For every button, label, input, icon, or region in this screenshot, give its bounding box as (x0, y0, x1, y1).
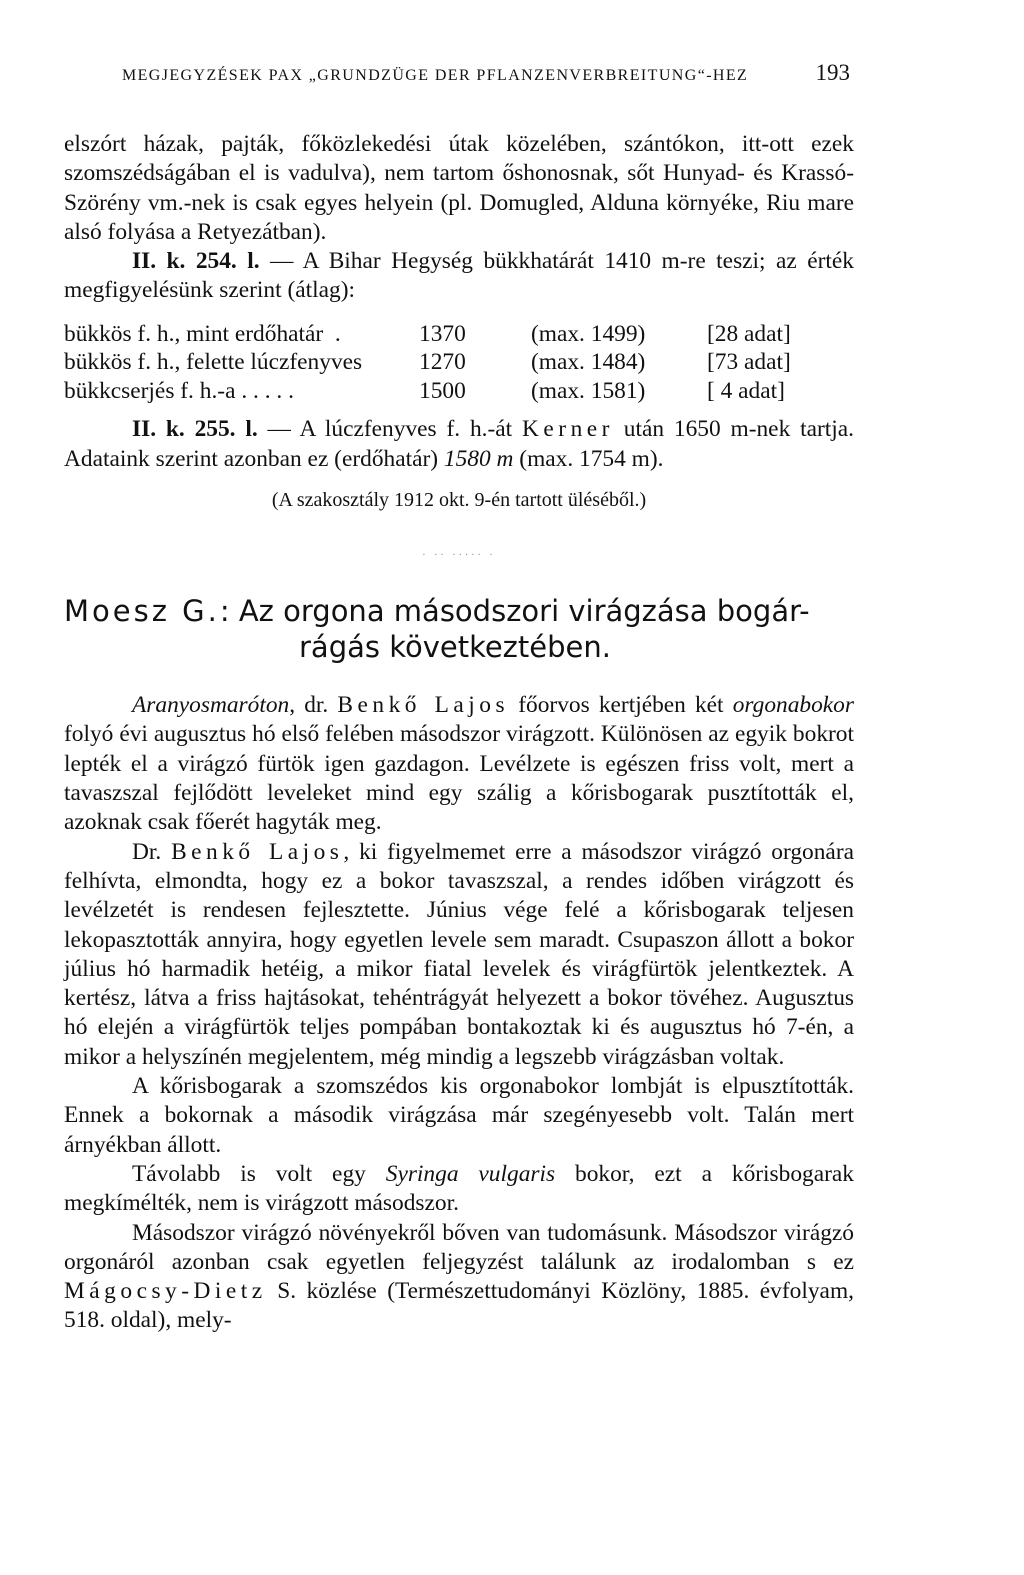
table-cell: bükkös f. h., felette lúczfenyves (64, 349, 363, 376)
table-row (64, 348, 854, 377)
italic-term: orgonabokor (732, 692, 854, 719)
table-cell: 1370 (419, 320, 466, 347)
table-cell: bükkös f. h., mint erdőhatár . (64, 320, 341, 347)
person-name: Mágocsy-Dietz (64, 1278, 267, 1305)
page-number: 193 (815, 60, 850, 85)
running-head (122, 60, 850, 86)
paragraph (64, 1219, 854, 1336)
table-cell: [ 4 adat] (707, 377, 785, 404)
reference: II. k. 255. l. (132, 416, 258, 443)
table-cell: (max. 1484) (531, 349, 646, 376)
running-title: MEGJEGYZÉSEK PAX „GRUNDZÜGE DER PFLANZENVERBREITUNG“-HEZ (122, 67, 749, 84)
title-line-2: rágás következtében. (299, 630, 611, 665)
paragraph-text: bokor, ezt a kőrisbogarak megkímélték, nem is virágzott másodszor. (64, 1160, 854, 1217)
source-note: (A szakosztály 1912 okt. 9-én tartott üléséből.) (271, 488, 647, 511)
separator: · ·· ····· · (422, 550, 496, 562)
table-cell: bükkcserjés f. h.-a . . . . . (64, 377, 294, 404)
table-row (64, 377, 854, 406)
paragraph-text: Távolabb is volt egy (132, 1160, 386, 1187)
paragraph (64, 415, 854, 474)
paragraph-text: után 1650 m-nek tartja. Adataink szerint azonban ez (erdőhatár) (64, 416, 854, 472)
paragraph-text: S. közlése (Természettudományi Közlöny, 1885. évfolyam, 518. oldal), mely- (64, 1278, 854, 1334)
altitude-table (64, 320, 854, 406)
person-name: Benkő Lajos (171, 838, 344, 865)
article-author: Moesz G. (64, 594, 220, 629)
place-name: Aranyosmaróton (132, 692, 290, 719)
body-text (64, 130, 854, 1336)
paragraph-text: A kőrisbogarak a szomszédos kis orgonabokor lombját is elpusztították. Ennek a bokornak a második virágzása már szegényesebb volt. Talán mert árnyékban állott. (64, 1073, 854, 1158)
paragraph-text: Dr. (132, 838, 172, 865)
paragraph (64, 691, 854, 837)
title-line-1: : Az orgona másodszori virágzása bogár- (219, 594, 810, 629)
paragraph-text: elszórt házak, pajták, főközlekedési útak közelében, szántókon, itt-ott ezek szomszédságában el is vadulva), nem tartom őshonosnak, sőt Hunyad- és Krassó-Szörény vm.-nek is csak egyes helyein (pl. Domugled, Alduna környéke, Riu mare alsó folyása a Retyezátban). (64, 131, 854, 245)
author-name: Kerner (522, 416, 614, 443)
species-name: Syringa vulgaris (385, 1160, 556, 1187)
paragraph-text: (max. 1754 m). (513, 445, 664, 472)
table-cell: [28 adat] (707, 320, 791, 347)
person-name: Benkő Lajos (337, 692, 510, 719)
reference: II. k. 254. l. (132, 248, 260, 275)
table-cell: (max. 1499) (531, 320, 646, 347)
paragraph (64, 1160, 854, 1219)
paragraph (64, 1072, 854, 1160)
table-cell: (max. 1581) (531, 377, 646, 404)
paragraph-text: főorvos kertjében két (509, 692, 733, 719)
paragraph-text: — A lúczfenyves f. h.-át (257, 416, 522, 443)
paragraph-text: Másodszor virágzó növényekről bőven van tudomásunk. Másodszor virágzó orgonáról azonban csak egyetlen feljegyzést találunk az irodalomban s ez (64, 1219, 854, 1275)
paragraph-text: folyó évi augusztus hó első felében másodszor virágzott. Különösen az egyik bokrot lepték el a virágzó fürtök igen gazdagon. Levélzete is egészen friss volt, mert a tavaszszal fejlődött leveleket mind egy szálig a kőrisbogarak pusztították el, azoknak csak főerét hagyták meg. (64, 721, 854, 836)
paragraph (64, 247, 854, 306)
italic-value: 1580 m (443, 445, 514, 472)
article-title (64, 593, 854, 665)
paragraph-text: — A Bihar Hegység bükkhatárát 1410 m-re teszi; az érték megfigyelésünk szerint (átlag): (64, 248, 854, 304)
table-cell: [73 adat] (707, 349, 791, 376)
table-cell: 1270 (419, 349, 466, 376)
paragraph-text: , dr. (289, 692, 338, 719)
paragraph (64, 130, 854, 247)
table-cell: 1500 (419, 377, 466, 404)
table-row (64, 320, 854, 349)
paragraph (64, 838, 854, 1072)
paragraph-text: , ki figyelmemet erre a másodszor virágzó orgonára felhívta, elmondta, hogy ez a bokor tavaszszal, a rendes időben virágzott és levélzetét is rendesen fejlesztette. Június vége felé a kőrisbogarak teljesen lekopasztották annyira, hogy egyetlen levele sem maradt. Csupaszon állott a bokor július hó harmadik hetéig, a mikor fiatal levelek és virágfürtök jelentkeztek. A kertész, látva a friss hajtásokat, tehéntrágyát helyezett a bokor tövéhez. Augusztus hó elején a virágfürtök teljes pompában bontakoztak ki és augusztus hó 7-én, a mikor a helyszínén megjelentem, még mindig a legszebb virágzásban voltak. (64, 838, 854, 1070)
